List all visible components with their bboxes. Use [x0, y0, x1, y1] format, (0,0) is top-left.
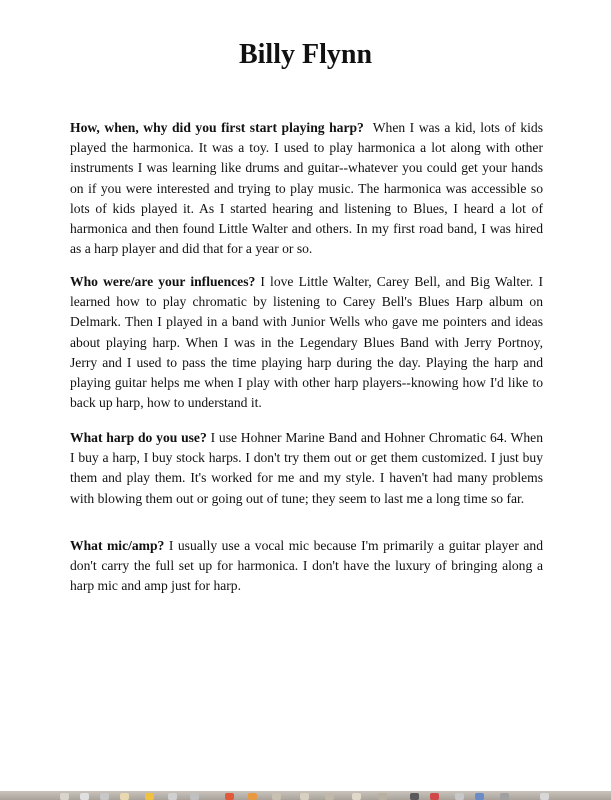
qa-section-influences: [70, 272, 543, 413]
dock-app-icon[interactable]: [410, 793, 419, 800]
question-label: How, when, why did you first start playing harp?: [70, 120, 364, 135]
dock-bar: [0, 791, 611, 800]
dock-app-icon[interactable]: [500, 793, 509, 800]
dock-app-icon[interactable]: [300, 793, 309, 800]
answer-text: When I was a kid, lots of kids played the harmonica. It was a toy. I used to play harmonica a lot along with other instruments I was learning like drums and guitar--whatever you could get your hands on if you were interested and trying to play music. The harmonica was accessible so lots of kids played it. As I started hearing and listening to Blues, I heard a lot of harmonica and then found Little Walter and others. In my first road band, I was hired as a harp player and did that for a year or so.: [70, 120, 543, 257]
dock-app-icon[interactable]: [475, 793, 484, 800]
question-label: What mic/amp?: [70, 538, 165, 553]
answer-text: I use Hohner Marine Band and Hohner Chromatic 64. When I buy a harp, I buy stock harps. I don't try them out or get them customized. I just buy them and play them. It's worked for me and my style. I haven't had many problems with blowing them out or going out of tune; they seem to last me a long time so far.: [70, 430, 544, 506]
dock-app-icon[interactable]: [352, 793, 361, 800]
answer-text: I usually use a vocal mic because I'm primarily a guitar player and don't carry the full set up for harmonica. I don't have the luxury of bringing along a harp mic and amp just for harp.: [70, 538, 543, 594]
page-title: Billy Flynn: [238, 39, 373, 70]
dock-app-icon[interactable]: [60, 793, 69, 800]
question-label: What harp do you use?: [70, 430, 207, 445]
dock-app-icon[interactable]: [168, 793, 177, 800]
dock-app-icon[interactable]: [378, 793, 387, 800]
dock-app-icon[interactable]: [145, 793, 154, 800]
dock-app-icon[interactable]: [100, 793, 109, 800]
answer-text: I love Little Walter, Carey Bell, and Big Walter. I learned how to play chromatic by listening to Carey Bell's Blues Harp album on Delmark. Then I played in a band with Junior Wells who gave me pointers and ideas about playing harp. When I was in the Legendary Blues Band with Jerry Portnoy, Jerry and I used to pass the time playing harp during the day. Playing the harp and playing guitar helps me when I play with other harp players--knowing how I'd like to back up harp, how to understand it.: [70, 274, 543, 411]
dock-app-icon[interactable]: [272, 793, 281, 800]
dock-app-icon[interactable]: [540, 793, 549, 800]
dock-app-icon[interactable]: [455, 793, 464, 800]
qa-section-mic-amp: [70, 536, 543, 597]
dock-app-icon[interactable]: [120, 793, 129, 800]
dock-app-icon[interactable]: [430, 793, 439, 800]
dock-app-icon[interactable]: [225, 793, 234, 800]
dock-app-icon[interactable]: [190, 793, 199, 800]
dock-app-icon[interactable]: [80, 793, 89, 800]
dock-app-icon[interactable]: [248, 793, 257, 800]
qa-section-start-playing: [70, 118, 543, 259]
question-label: Who were/are your influences?: [70, 274, 256, 289]
dock-app-icon[interactable]: [325, 793, 334, 800]
qa-section-harp: [70, 428, 543, 509]
